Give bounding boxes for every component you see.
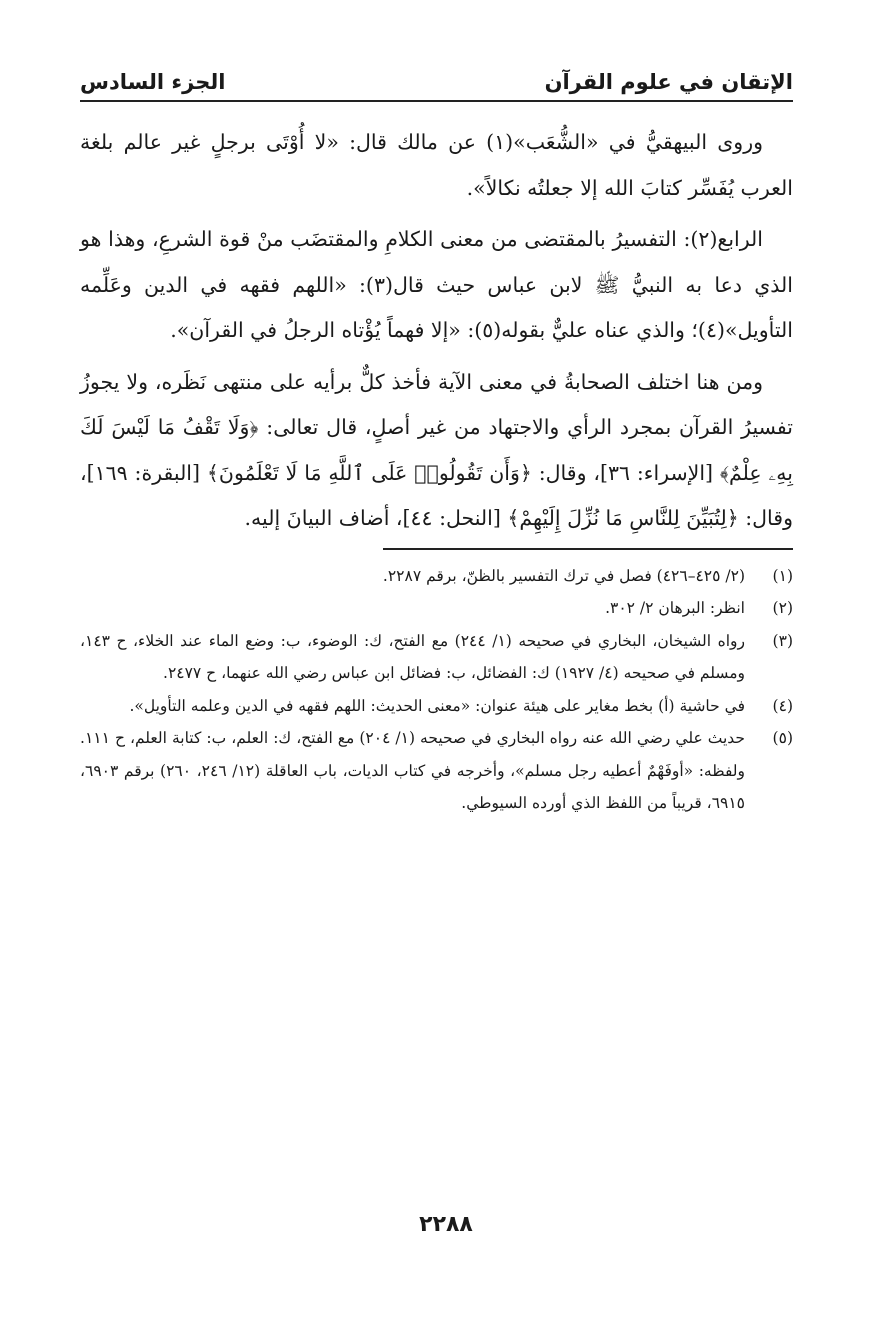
volume-label: الجزء السادس xyxy=(80,70,226,94)
footnote-divider xyxy=(383,548,793,550)
page-number: ٢٢٨٨ xyxy=(419,1212,473,1237)
main-text xyxy=(80,120,793,542)
footnote-text: حديث علي رضي الله عنه رواه البخاري في صحيحه (١/ ٢٠٤) مع الفتح، ك: العلم، ب: كتابة العلم، ح ١١١. ولفظه: «أوفَهْمٌ أعطيه رجل مسلم»، وأخرجه في كتاب الديات، باب العاقلة (١٢/ ٢٤٦، ٢٦٠) برقم ٦٩٠٣، ٦٩١٥، قريباً من اللفظ الذي أورده السيوطي. xyxy=(80,729,745,812)
footnote xyxy=(80,592,793,625)
footnote-number: (٤) xyxy=(772,696,793,715)
footnote-text: في حاشية (أ) بخط مغاير على هيئة عنوان: «معنى الحديث: اللهم فقهه في الدين وعلمه التأويل». xyxy=(129,696,745,715)
paragraph: الرابع(٢): التفسيرُ بالمقتضى من معنى الكلامِ والمقتضَب منْ قوة الشرعِ، وهذا هو الذي دعا به النبيُّ ﷺ لابن عباس حيث قال(٣): «اللهم فقهه في الدين وعَلِّمه التأويل»(٤)؛ والذي عناه عليٌّ بقوله(٥): «إلا فهماً يُؤْتاه الرجلُ في القرآن». xyxy=(80,227,794,342)
footnote-text: (٢/ ٤٢٥–٤٢٦) فصل في ترك التفسير بالظنّ، برقم ٢٢٨٧. xyxy=(382,566,745,585)
footnote xyxy=(80,625,793,690)
paragraph: ومن هنا اختلف الصحابةُ في معنى الآية فأخذ كلٌّ برأيه على منتهى نَظَره، ولا يجوزُ تفسيرُ القرآن بمجرد الرأي والاجتهاد من غير أصلٍ، قال تعالى: ﴿وَلَا تَقْفُ مَا لَيْسَ لَكَ بِهِۦ عِلْمٌ﴾ [الإسراء: ٣٦]، وقال: ﴿وَأَن تَقُولُوا۟ عَلَى ٱللَّهِ مَا لَا تَعْلَمُونَ﴾ [البقرة: ١٦٩]، وقال: ﴿لِتُبَيِّنَ لِلنَّاسِ مَا نُزِّلَ إِلَيْهِمْ﴾ [النحل: ٤٤]، أضاف البيانَ إليه. xyxy=(80,369,793,530)
running-header xyxy=(80,50,793,102)
footnote-number: (٣) xyxy=(772,631,793,650)
book-title: الإتقان في علوم القرآن xyxy=(544,70,793,94)
footnote-number: (٢) xyxy=(772,599,793,617)
footnote xyxy=(80,722,793,820)
paragraph: وروى البيهقيُّ في «الشُّعَب»(١) عن مالك قال: «لا أُوْتَى برجلٍ غير عالم بلغة العرب يُفَسِّر كتابَ الله إلا جعلتُه نكالاً». xyxy=(80,130,793,200)
book-page xyxy=(80,50,793,820)
footnote xyxy=(80,690,793,723)
footnote xyxy=(80,560,793,593)
footnote-number: (١) xyxy=(772,566,793,585)
footnote-number: (٥) xyxy=(772,729,793,747)
footnote-text: رواه الشيخان، البخاري في صحيحه (١/ ٢٤٤) مع الفتح، ك: الوضوء، ب: وضع الماء عند الخلاء، ح ١٤٣، ومسلم في صحيحه (٤/ ١٩٢٧) ك: الفضائل، ب: فضائل ابن عباس رضي الله عنهما، ح ٢٤٧٧. xyxy=(80,631,745,682)
footnote-text: انظر: البرهان ٢/ ٣٠٢. xyxy=(605,599,745,617)
footnotes xyxy=(80,560,793,820)
